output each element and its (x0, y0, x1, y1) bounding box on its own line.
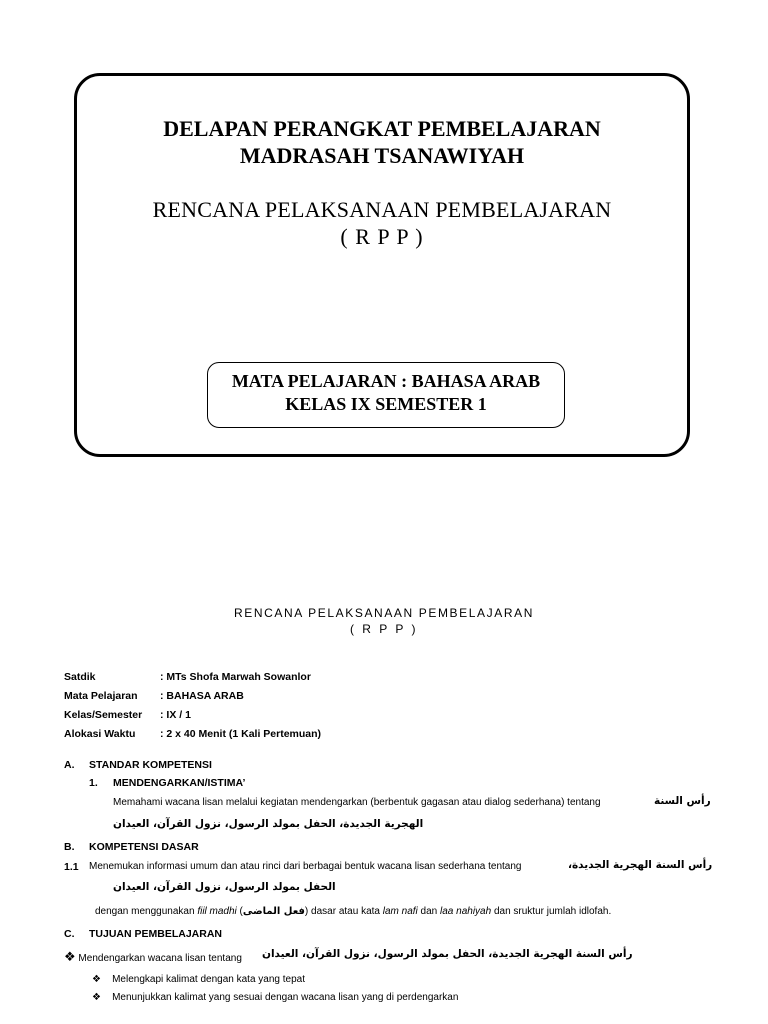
info-value-class: : IX / 1 (160, 709, 191, 721)
info-value-satdik: : MTs Shofa Marwah Sowanlor (160, 671, 311, 683)
section-a-item-number: 1. (89, 777, 98, 789)
usage-text-2: ) dasar atau kata (304, 906, 383, 917)
section-a-arabic-2: الهجرية الجديدة، الحفل بمولد الرسول، نزول القرآن، العيدان (113, 818, 424, 830)
diamond-bullet-icon: ❖ (92, 992, 101, 1003)
usage-laa-nahiyah: laa nahiyah (440, 906, 492, 917)
section-a-title: STANDAR KOMPETENSI (89, 759, 212, 771)
info-label-subject: Mata Pelajaran (64, 690, 138, 702)
sub-bullet-1 (92, 974, 305, 985)
sub-bullet-2 (92, 992, 458, 1003)
subject-line-1: MATA PELAJARAN : BAHASA ARAB (231, 371, 541, 391)
section-b-usage-line (95, 906, 611, 917)
section-a-item-title: MENDENGARKAN/ISTIMA’ (113, 777, 246, 789)
info-label-time: Alokasi Waktu (64, 728, 136, 740)
usage-paren-open: ( (236, 906, 243, 917)
usage-arabic-term: فعل الماضى (242, 906, 305, 917)
section-a-arabic-1: رأس السنة (654, 795, 711, 807)
usage-text-3: dan (417, 906, 441, 917)
info-value-time: : 2 x 40 Menit (1 Kali Pertemuan) (160, 728, 322, 740)
info-value-subject: : BAHASA ARAB (160, 690, 244, 702)
info-label-satdik: Satdik (64, 671, 96, 683)
info-label-class: Kelas/Semester (64, 709, 143, 721)
subject-box (207, 362, 565, 428)
section-b-letter: B. (64, 841, 75, 853)
section-c-arabic: رأس السنة الهجرية الجديدة، الحفل بمولد الرسول، نزول القرآن، العيدان (262, 948, 633, 960)
document-heading: RENCANA PELAKSANAAN PEMBELAJARAN (234, 606, 534, 620)
section-b-item-number: 1.1 (64, 861, 79, 873)
section-b-description: Menemukan informasi umum dan atau rinci dari berbagai bentuk wacana lisan sederhana tentang (89, 861, 522, 872)
section-c-letter: C. (64, 928, 75, 940)
section-b-title: KOMPETENSI DASAR (89, 841, 199, 853)
sub-bullet-1-text: Melengkapi kalimat dengan kata yang tepat (112, 974, 305, 985)
subject-line-2: KELAS IX SEMESTER 1 (285, 394, 487, 414)
cover-title-line-1: DELAPAN PERANGKAT PEMBELAJARAN (163, 116, 601, 141)
sub-bullet-2-text: Menunjukkan kalimat yang sesuai dengan wacana lisan yang di perdengarkan (112, 992, 459, 1003)
section-b-arabic-1: رأس السنة الهجرية الجديدة، (568, 859, 713, 871)
diamond-bullet-icon: ❖ (64, 949, 76, 964)
section-c-intro: Mendengarkan wacana lisan tentang (75, 953, 242, 964)
usage-fiil-madhi: fiil madhi (197, 906, 237, 917)
diamond-bullet-icon: ❖ (92, 974, 101, 985)
section-c-title: TUJUAN PEMBELAJARAN (89, 928, 223, 940)
cover-subtitle-line-2: ( R P P ) (340, 224, 424, 249)
section-c-intro-line (64, 949, 242, 965)
cover-title-line-2: MADRASAH TSANAWIYAH (239, 143, 525, 168)
cover-subtitle-line-1: RENCANA PELAKSANAAN PEMBELAJARAN (152, 197, 612, 222)
usage-lam-nafi: lam nafi (382, 906, 418, 917)
section-a-letter: A. (64, 759, 75, 771)
section-b-arabic-2: الحفل بمولد الرسول، نزول القرآن، العيدان (113, 881, 336, 893)
document-heading-abbrev: ( R P P ) (349, 622, 419, 636)
cover-frame (74, 73, 690, 457)
usage-text-1: dengan menggunakan (95, 906, 198, 917)
usage-text-4: dan sruktur jumlah idlofah. (491, 906, 612, 917)
section-a-description: Memahami wacana lisan melalui kegiatan mendengarkan (berbentuk gagasan atau dialog sederhana) tentang (113, 797, 601, 808)
